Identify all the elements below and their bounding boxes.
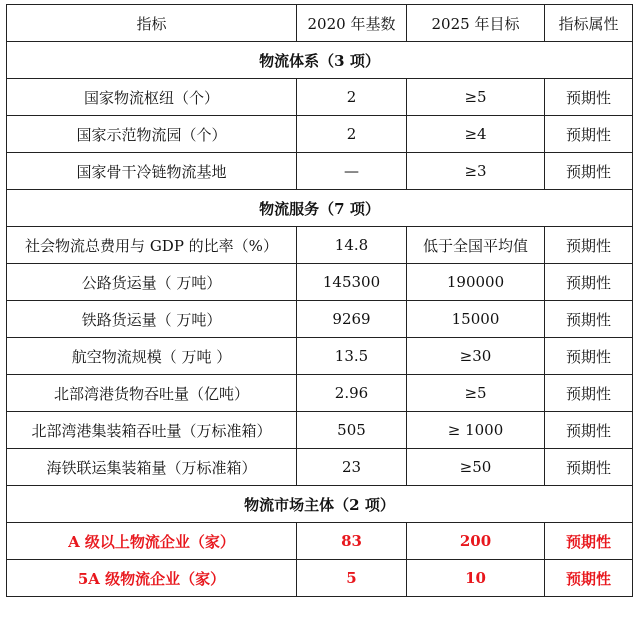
row-indicator: 铁路货运量（ 万吨）: [7, 301, 297, 338]
row-target-2025: 低于全国平均值: [407, 227, 545, 264]
section-title: 物流市场主体（2 项）: [7, 486, 633, 523]
table-row: [7, 79, 633, 116]
row-base-2020: 2: [297, 116, 407, 153]
row-base-2020: 505: [297, 412, 407, 449]
row-indicator: 国家示范物流园（个）: [7, 116, 297, 153]
row-base-2020: 9269: [297, 301, 407, 338]
table-row: [7, 449, 633, 486]
row-base-2020: 83: [297, 523, 407, 560]
table-row: [7, 264, 633, 301]
row-indicator: 海铁联运集装箱量（万标准箱）: [7, 449, 297, 486]
row-target-2025: 15000: [407, 301, 545, 338]
table-row: [7, 153, 633, 190]
row-target-2025: ≥3: [407, 153, 545, 190]
table-row: [7, 412, 633, 449]
row-base-2020: 145300: [297, 264, 407, 301]
row-target-2025: ≥5: [407, 375, 545, 412]
row-attribute: 预期性: [545, 338, 633, 375]
row-attribute: 预期性: [545, 79, 633, 116]
row-indicator: A 级以上物流企业（家）: [7, 523, 297, 560]
table-row: [7, 523, 633, 560]
table-row: [7, 338, 633, 375]
row-base-2020: 23: [297, 449, 407, 486]
section-row-logistics-service: [7, 190, 633, 227]
row-indicator: 5A 级物流企业（家）: [7, 560, 297, 597]
row-attribute: 预期性: [545, 449, 633, 486]
row-target-2025: 200: [407, 523, 545, 560]
row-target-2025: 10: [407, 560, 545, 597]
row-attribute: 预期性: [545, 375, 633, 412]
section-title: 物流服务（7 项）: [7, 190, 633, 227]
row-target-2025: 190000: [407, 264, 545, 301]
row-base-2020: 2.96: [297, 375, 407, 412]
row-base-2020: —: [297, 153, 407, 190]
row-target-2025: ≥4: [407, 116, 545, 153]
row-indicator: 社会物流总费用与 GDP 的比率（%）: [7, 227, 297, 264]
row-indicator: 国家物流枢纽（个）: [7, 79, 297, 116]
section-title: 物流体系（3 项）: [7, 42, 633, 79]
header-base-2020: 2020 年基数: [297, 5, 407, 42]
row-indicator: 公路货运量（ 万吨）: [7, 264, 297, 301]
header-attribute: 指标属性: [545, 5, 633, 42]
table-row: [7, 301, 633, 338]
header-target-2025: 2025 年目标: [407, 5, 545, 42]
row-base-2020: 14.8: [297, 227, 407, 264]
row-target-2025: ≥50: [407, 449, 545, 486]
row-attribute: 预期性: [545, 560, 633, 597]
row-base-2020: 2: [297, 79, 407, 116]
indicator-table: [6, 4, 633, 597]
row-attribute: 预期性: [545, 227, 633, 264]
section-row-market-entities: [7, 486, 633, 523]
table-row: [7, 375, 633, 412]
row-base-2020: 13.5: [297, 338, 407, 375]
row-attribute: 预期性: [545, 264, 633, 301]
header-row: [7, 5, 633, 42]
row-indicator: 北部湾港集装箱吞吐量（万标准箱）: [7, 412, 297, 449]
row-target-2025: ≥ 1000: [407, 412, 545, 449]
row-indicator: 北部湾港货物吞吐量（亿吨）: [7, 375, 297, 412]
header-indicator: 指标: [7, 5, 297, 42]
section-row-logistics-system: [7, 42, 633, 79]
row-attribute: 预期性: [545, 412, 633, 449]
row-attribute: 预期性: [545, 153, 633, 190]
row-attribute: 预期性: [545, 523, 633, 560]
row-target-2025: ≥5: [407, 79, 545, 116]
row-indicator: 国家骨干冷链物流基地: [7, 153, 297, 190]
row-attribute: 预期性: [545, 116, 633, 153]
table-row: [7, 116, 633, 153]
table-row: [7, 560, 633, 597]
row-indicator: 航空物流规模（ 万吨 ）: [7, 338, 297, 375]
row-attribute: 预期性: [545, 301, 633, 338]
table-row: [7, 227, 633, 264]
row-target-2025: ≥30: [407, 338, 545, 375]
row-base-2020: 5: [297, 560, 407, 597]
